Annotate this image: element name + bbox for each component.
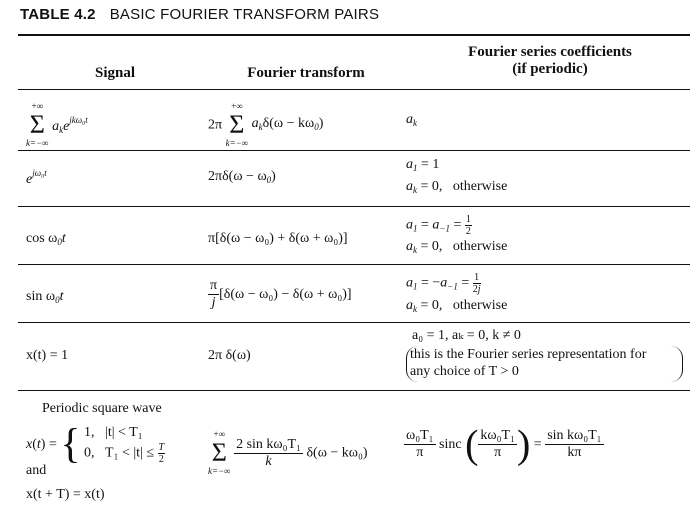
row2-transform: $2\pi\delta(\omega - \omega_0)$ — [208, 169, 276, 185]
header-signal: Signal — [94, 65, 136, 81]
row6-transform: +∞ Σ k=−∞ $\frac{\text{2 sin kω₀T₁}}{k}$ δ(ω − kω₀) — [208, 429, 368, 476]
row4-coeff-line1: $a_1 = -a_{-1}$ = $\frac{1}{2j}$ — [406, 272, 481, 295]
row3-transform: π[δ(ω − ω₀) + δ(ω + ω₀)] — [208, 231, 348, 246]
header-coeffs — [440, 44, 660, 78]
header-coeffs-line2: (if periodic) — [512, 61, 588, 77]
header-coeffs-line1: Fourier series coefficients — [468, 44, 632, 60]
row4-signal: $\sin \omega_0t$ — [26, 289, 64, 305]
row5-signal: x(t) = 1 — [26, 348, 69, 363]
row5-coeff-line1: a₀ = 1, aₖ = 0, k ≠ 0 — [412, 328, 521, 343]
row1-coeff: $a_k$ — [406, 112, 417, 128]
row3-signal: $\cos \omega_0t$ — [26, 231, 66, 247]
row5-paren-note — [406, 346, 683, 382]
row1-signal: +∞ Σ k=−∞ $a_ke^{jk\omega_0t}$ — [26, 101, 88, 148]
row2-signal: $e^{j\omega_0t}$ — [26, 168, 47, 187]
header-transform: Fourier transform — [247, 65, 365, 81]
row4-coeff-line2: $a_k = 0$, otherwise — [406, 298, 508, 314]
row3-rule — [18, 264, 690, 265]
row4-transform: $\frac{\pi}{j}$ [δ(ω − ω₀) − δ(ω + ω₀)] — [210, 278, 352, 310]
row3-coeff-line2: $a_k = 0$, otherwise — [406, 239, 508, 255]
row1-rule — [18, 150, 690, 151]
table-number: TABLE 4.2 — [20, 6, 96, 23]
row2-coeff-line1: $a_1 = 1$ — [406, 157, 440, 173]
row6-periodicity: x(t + T) = x(t) — [26, 487, 105, 502]
row6-and: and — [26, 463, 47, 478]
row6-label: Periodic square wave — [42, 401, 162, 416]
row5-paren-line1: this is the Fourier series representation for — [410, 347, 647, 362]
row6-piecewise: x(t) = { 1, |t| < T₁ 0, T₁ < |t| ≤ $\frac{T}{2}$ — [26, 421, 165, 468]
row4-rule — [18, 322, 690, 323]
row5-rule — [18, 390, 690, 391]
header-rule — [18, 89, 690, 90]
row2-rule — [18, 206, 690, 207]
table-title — [20, 6, 379, 23]
row2-coeff-line2: $a_k = 0$, otherwise — [406, 179, 508, 195]
row5-paren-line2: any choice of T > 0 — [410, 364, 519, 379]
top-rule — [18, 34, 690, 36]
row5-transform: 2π δ(ω) — [208, 348, 251, 363]
table-caption: BASIC FOURIER TRANSFORM PAIRS — [109, 6, 380, 23]
row1-transform: 2π +∞ Σ k=−∞ $a_k\delta(\omega - k\omega_0)$ — [208, 101, 324, 148]
row6-coeff: $\frac{\text{ω₀T₁}}{\pi}$ sinc ( $\frac{\text{kω₀T₁}}{\pi}$ ) = $\frac{\text{sin kω₀T₁}}{k\pi}$ — [406, 421, 602, 467]
row3-coeff-line1: $a_1 = a_{-1}$ = $\frac{1}{2}$ — [406, 214, 471, 237]
